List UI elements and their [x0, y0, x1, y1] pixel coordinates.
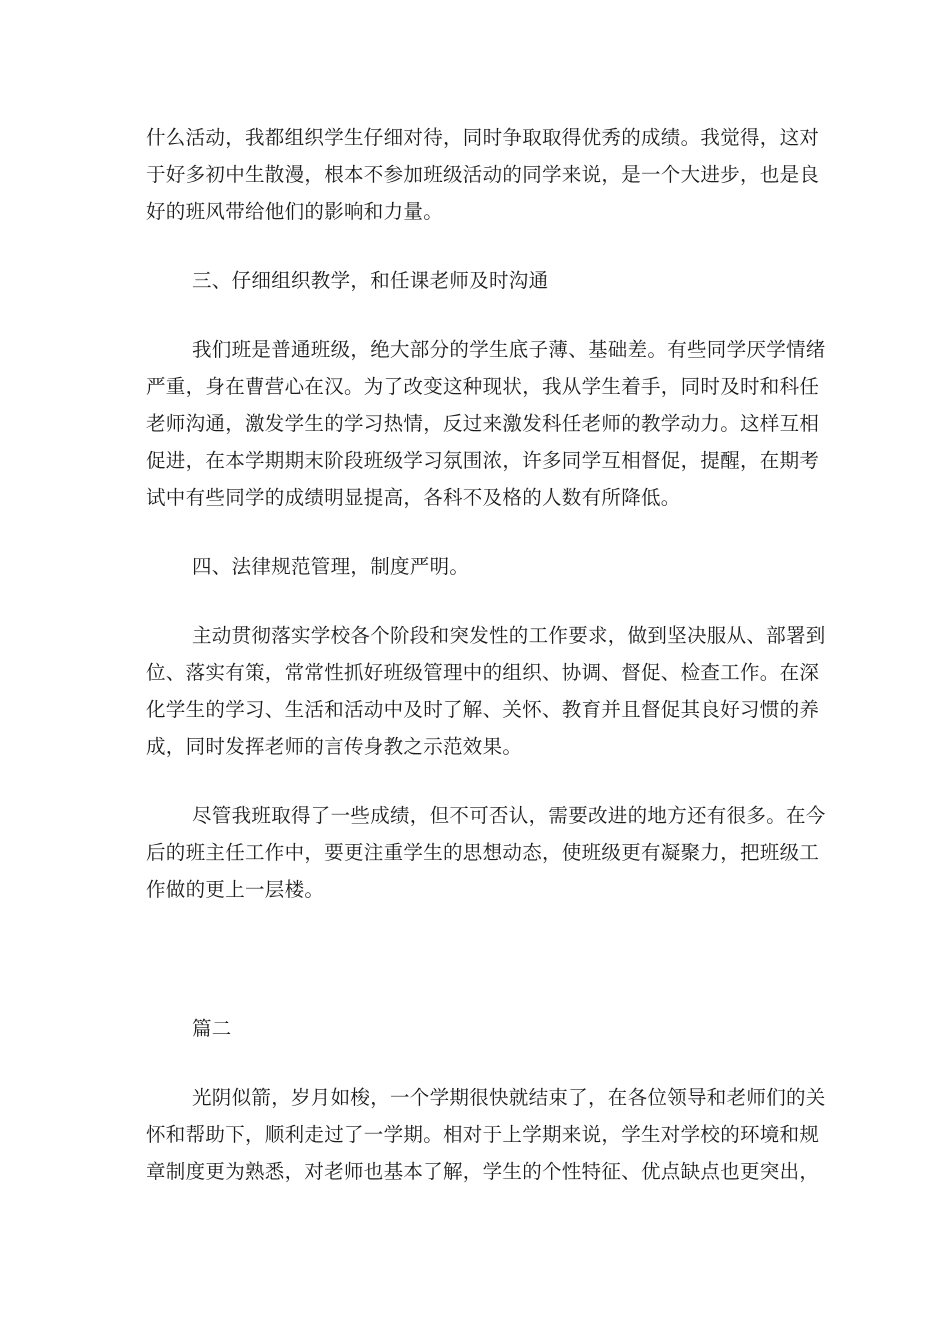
paragraph-line: 老师沟通，激发学生的学习热情，反过来激发科任老师的教学动力。这样互相: [146, 412, 820, 435]
paragraph-line: 好的班风带给他们的影响和力量。: [146, 200, 444, 223]
paragraph-line: 化学生的学习、生活和活动中及时了解、关怀、教育并且督促其良好习惯的养: [146, 698, 820, 721]
paragraph-line: 严重，身在曹营心在汉。为了改变这种现状，我从学生着手，同时及时和科任: [146, 375, 820, 398]
paragraph-line: 成，同时发挥老师的言传身教之示范效果。: [146, 735, 523, 758]
paragraph-line: 试中有些同学的成绩明显提高，各科不及格的人数有所降低。: [146, 486, 681, 509]
paragraph-line: 作做的更上一层楼。: [146, 878, 325, 901]
section-heading: 三、仔细组织教学，和任课老师及时沟通: [192, 269, 549, 292]
section-title: 篇二: [192, 1017, 232, 1040]
paragraph-line: 主动贯彻落实学校各个阶段和突发性的工作要求，做到坚决服从、部署到: [192, 624, 826, 647]
paragraph-line: 促进，在本学期期末阶段班级学习氛围浓，许多同学互相督促，提醒，在期考: [146, 449, 820, 472]
paragraph-line: 位、落实有策，常常性抓好班级管理中的组织、协调、督促、检查工作。在深: [146, 661, 820, 684]
section-heading: 四、法律规范管理，制度严明。: [192, 555, 470, 578]
paragraph-line: 章制度更为熟悉，对老师也基本了解，学生的个性特征、优点缺点也更突出，: [146, 1160, 820, 1183]
paragraph-line: 后的班主任工作中，要更注重学生的思想动态，使班级更有凝聚力，把班级工: [146, 841, 820, 864]
paragraph-line: 光阴似箭，岁月如梭，一个学期很快就结束了，在各位领导和老师们的关: [192, 1086, 826, 1109]
paragraph-line: 怀和帮助下，顺利走过了一学期。相对于上学期来说，学生对学校的环境和规: [146, 1123, 820, 1146]
paragraph-line: 尽管我班取得了一些成绩，但不可否认，需要改进的地方还有很多。在今: [192, 804, 826, 827]
paragraph-line: 什么活动，我都组织学生仔细对待，同时争取取得优秀的成绩。我觉得，这对: [146, 126, 820, 149]
paragraph-line: 于好多初中生散漫，根本不参加班级活动的同学来说，是一个大进步，也是良: [146, 163, 820, 186]
paragraph-line: 我们班是普通班级，绝大部分的学生底子薄、基础差。有些同学厌学情绪: [192, 338, 826, 361]
